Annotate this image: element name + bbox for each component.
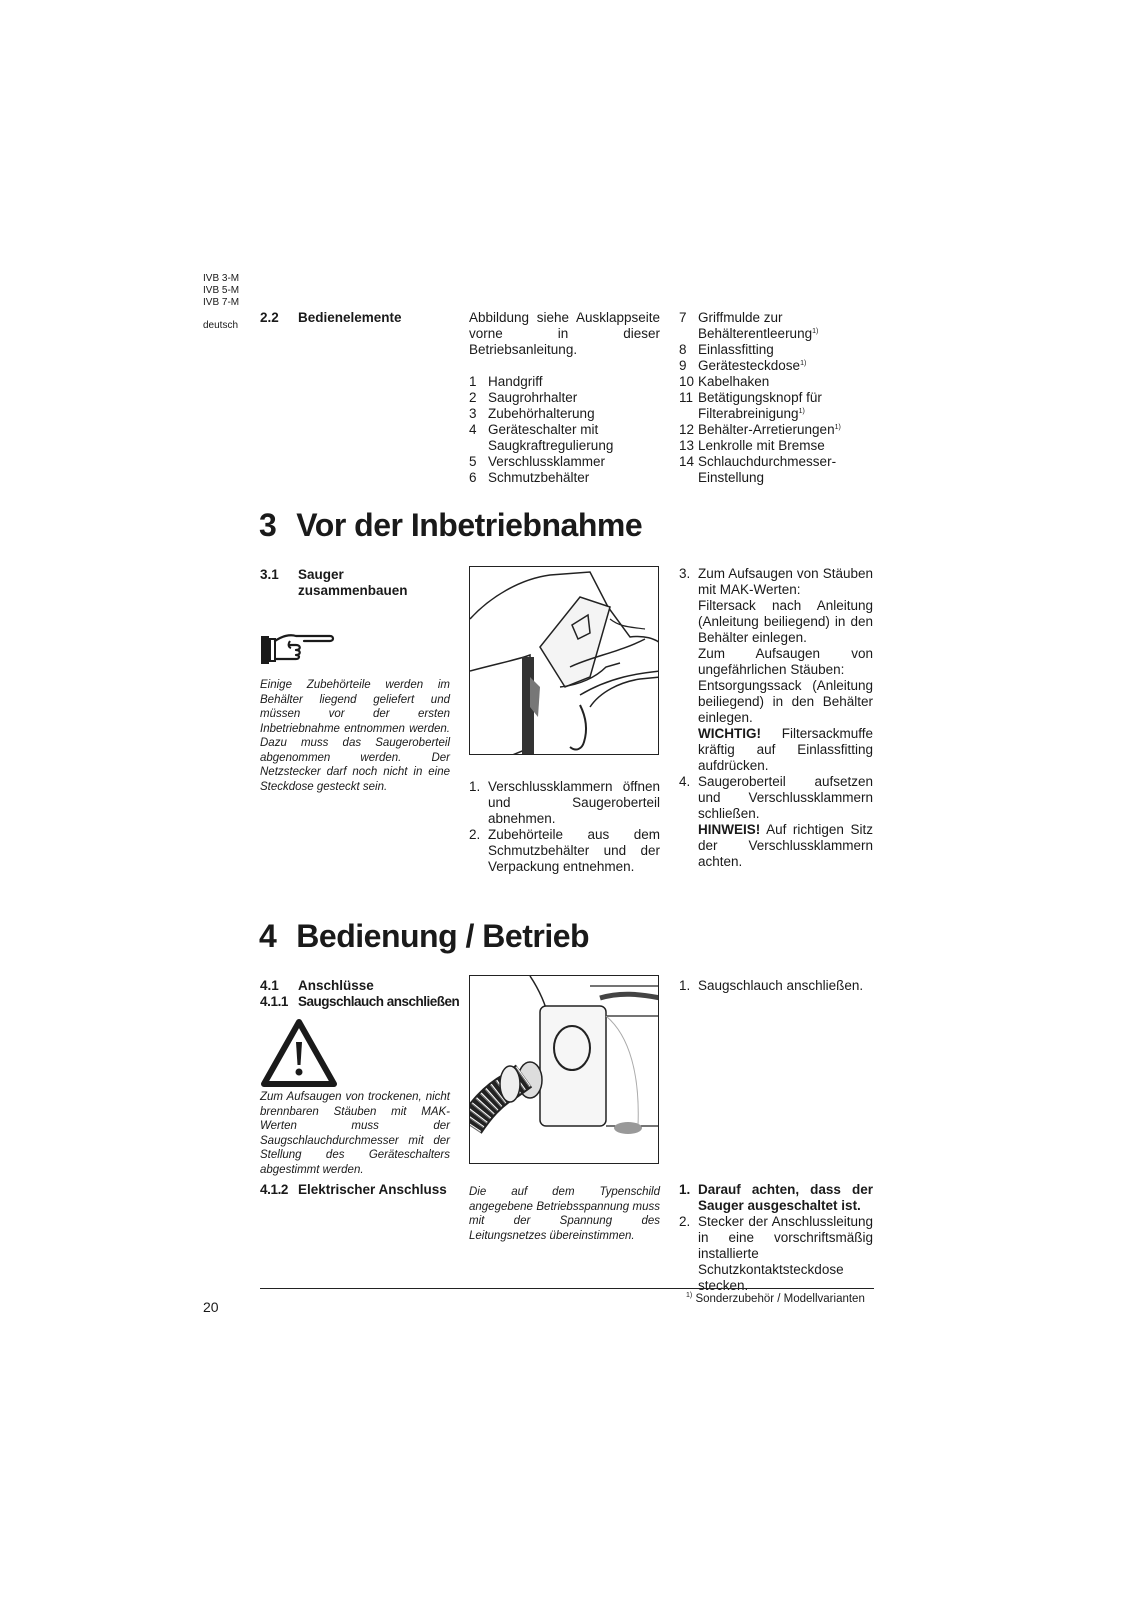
chapter-heading [259, 917, 589, 955]
model-label: IVB 5-M [203, 285, 240, 296]
model-label: IVB 3-M [203, 273, 240, 284]
list-item: 3 Zubehörhalterung [469, 406, 595, 421]
voltage-note: Die auf dem Typenschild angegebene Betriebsspannung muss mit der Spannung des Leitungsnetzes übereinstimmen. [469, 1186, 660, 1242]
list-item: 1 Handgriff [469, 374, 543, 389]
footnote: $^{1)}$ Sonderzubehör / Modellvarianten [686, 1292, 865, 1305]
footer-rule [260, 1288, 874, 1289]
list-item: 3. Zum Aufsaugen von Stäuben mit MAK-Werten: Filtersack nach Anleitung (Anleitung beiliegend) in den Behälter einlegen. Zum Aufsaugen von ungefährlichen Stäuben: Entsorgungssack (Anleitung beiliegend) in den Behälter einlegen. WICHTIG! Filtersackmuffe kräftig auf Einlassfitting aufdrücken. [679, 566, 873, 773]
warning-label: WICHTIG! [698, 726, 761, 741]
section-number: 2.2 [260, 310, 279, 325]
steps-right [679, 566, 873, 870]
hint-label: HINWEIS! [698, 822, 761, 837]
steps-mid [469, 779, 660, 875]
chapter-heading [259, 506, 642, 544]
list-item: 12 Behälter-Arretierungen$^{1)}$ [679, 422, 841, 437]
section-title: Sauger zusammenbauen [298, 567, 408, 598]
section-title: Bedienelemente [298, 310, 402, 325]
sec22-column-right [679, 310, 879, 486]
list-item: 2. Zubehörteile aus dem Schmutzbehälter und der Verpackung entnehmen. [469, 827, 660, 874]
chapter-title: Bedienung / Betrieb [296, 918, 590, 954]
list-item: 1. Saugschlauch anschließen. [679, 978, 864, 993]
section-number: 3.1 [260, 567, 279, 582]
list-item: 1. Darauf achten, dass der Sauger ausgeschaltet ist. [679, 1182, 873, 1213]
list-item: 13 Lenkrolle mit Bremse [679, 438, 825, 453]
list-item: 6 Schmutzbehälter [469, 470, 590, 485]
warning-triangle-icon [260, 1018, 338, 1088]
subsection-title: Elektrischer Anschluss [298, 1182, 447, 1197]
list-item: 10 Kabelhaken [679, 374, 770, 389]
list-item: 4. Saugeroberteil aufsetzen und Verschlussklammern schließen. HINWEIS! Auf richtigen Sitz der Verschlussklammern achten. [679, 774, 873, 869]
pointing-hand-icon [260, 630, 336, 670]
list-item: 4 Geräteschalter mit Saugkraftregulierung [469, 422, 614, 453]
list-item: 9 Gerätesteckdose$^{1)}$ [679, 358, 807, 373]
list-item: 14 Schlauchdurchmesser-Einstellung [679, 454, 837, 485]
language-label: deutsch [203, 320, 239, 331]
note-text: Einige Zubehörteile werden im Behälter liegend geliefert und müssen vor der ersten Inbetriebnahme entnommen werden. Dazu muss das Saugeroberteil abgenommen werden. Der Netzstecker darf noch nicht in eine Steckdose gesteckt sein. [260, 679, 450, 793]
chapter-number: 3 [259, 507, 277, 543]
list-item: 11 Betätigungsknopf für Filterabreinigung$^{1)}$ [679, 390, 822, 421]
subsection-number: 4.1.1 [260, 994, 289, 1009]
list-item: 1. Verschlussklammern öffnen und Saugeroberteil abnehmen. [469, 779, 660, 826]
subsection-title: Saugschlauch anschließen [298, 994, 460, 1009]
chapter-number: 4 [259, 918, 277, 954]
model-label: IVB 7-M [203, 297, 240, 308]
model-list [203, 273, 239, 309]
chapter-title: Vor der Inbetriebnahme [296, 507, 643, 543]
list-item: 2. Stecker der Anschlussleitung in eine vorschriftsmäßig installierte Schutzkontaktsteckdose stecken. [679, 1214, 873, 1293]
section-title: Anschlüsse [298, 978, 374, 993]
section-number: 4.1 [260, 978, 279, 993]
hose-step [679, 978, 873, 994]
hose-connection-illustration [469, 975, 659, 1164]
warning-text: Zum Aufsaugen von trockenen, nicht brennbaren Stäuben mit MAK-Werten muss der Saugschlauchdurchmesser mit der Stellung des Geräteschalters abgestimmt werden. [260, 1091, 450, 1176]
list-item: 2 Saugrohrhalter [469, 390, 578, 405]
list-item: 5 Verschlussklammer [469, 454, 606, 469]
list-item: 8 Einlassfitting [679, 342, 774, 357]
subsection-number: 4.1.2 [260, 1182, 289, 1197]
sec22-intro: Abbildung siehe Ausklappseite vorne in dieser Betriebsanleitung. [469, 310, 660, 357]
assembly-illustration [469, 566, 659, 755]
list-item: 7 Griffmulde zur Behälterentleerung$^{1)}$ [679, 310, 819, 341]
sec22-column-mid [469, 310, 660, 486]
page-number: 20 [203, 1299, 219, 1315]
electrical-steps [679, 1182, 873, 1294]
